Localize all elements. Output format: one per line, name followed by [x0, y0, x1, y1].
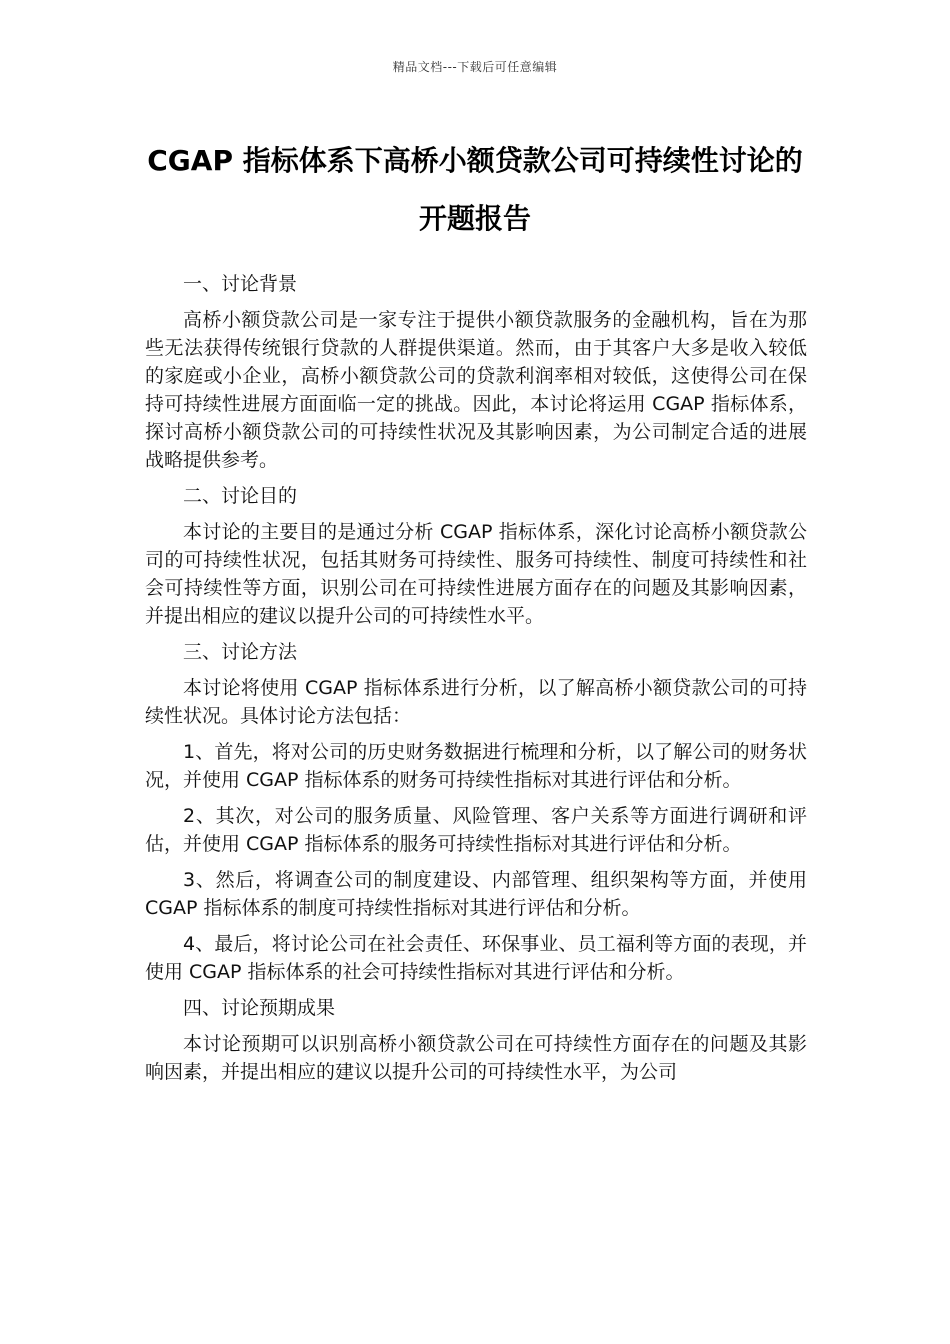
document-title	[120, 132, 830, 248]
paragraph-method: 本讨论将使用 CGAP 指标体系进行分析，以了解高桥小额贷款公司的可持续性状况。具体讨论方法包括：	[145, 677, 807, 727]
section-heading-background: 一、讨论背景	[183, 273, 298, 295]
method-item-3: 3、然后，将调查公司的制度建设、内部管理、组织架构等方面，并使用 CGAP 指标体系的制度可持续性指标对其进行评估和分析。	[145, 869, 807, 919]
document-body	[145, 270, 807, 1094]
paragraph-purpose: 本讨论的主要目的是通过分析 CGAP 指标体系，深化讨论高桥小额贷款公司的可持续性状况，包括其财务可持续性、服务可持续性、制度可持续性和社会可持续性等方面，识别公司在可持续性进展方面存在的问题及其影响因素，并提出相应的建议以提升公司的可持续性水平。	[145, 521, 807, 627]
paragraph-background: 高桥小额贷款公司是一家专注于提供小额贷款服务的金融机构，旨在为那些无法获得传统银行贷款的人群提供渠道。然而，由于其客户大多是收入较低的家庭或小企业，高桥小额贷款公司的贷款利润率相对较低，这使得公司在保持可持续性进展方面面临一定的挑战。因此，本讨论将运用 CGAP 指标体系，探讨高桥小额贷款公司的可持续性状况及其影响因素，为公司制定合适的进展战略提供参考。	[145, 309, 807, 471]
title-line-1: CGAP 指标体系下高桥小额贷款公司可持续性讨论的	[147, 144, 803, 177]
method-item-1: 1、首先，将对公司的历史财务数据进行梳理和分析，以了解公司的财务状况，并使用 CGAP 指标体系的财务可持续性指标对其进行评估和分析。	[145, 741, 807, 791]
header-note: 精品文档---下载后可任意编辑	[392, 60, 558, 74]
method-item-2: 2、其次，对公司的服务质量、风险管理、客户关系等方面进行调研和评估，并使用 CGAP 指标体系的服务可持续性指标对其进行评估和分析。	[145, 805, 807, 855]
section-heading-purpose: 二、讨论目的	[183, 485, 298, 507]
section-heading-outcome: 四、讨论预期成果	[183, 997, 336, 1019]
section-heading-method: 三、讨论方法	[183, 641, 298, 663]
method-item-4: 4、最后，将讨论公司在社会责任、环保事业、员工福利等方面的表现，并使用 CGAP 指标体系的社会可持续性指标对其进行评估和分析。	[145, 933, 807, 983]
paragraph-outcome: 本讨论预期可以识别高桥小额贷款公司在可持续性方面存在的问题及其影响因素，并提出相应的建议以提升公司的可持续性水平，为公司	[145, 1033, 807, 1083]
title-line-2: 开题报告	[418, 202, 531, 235]
